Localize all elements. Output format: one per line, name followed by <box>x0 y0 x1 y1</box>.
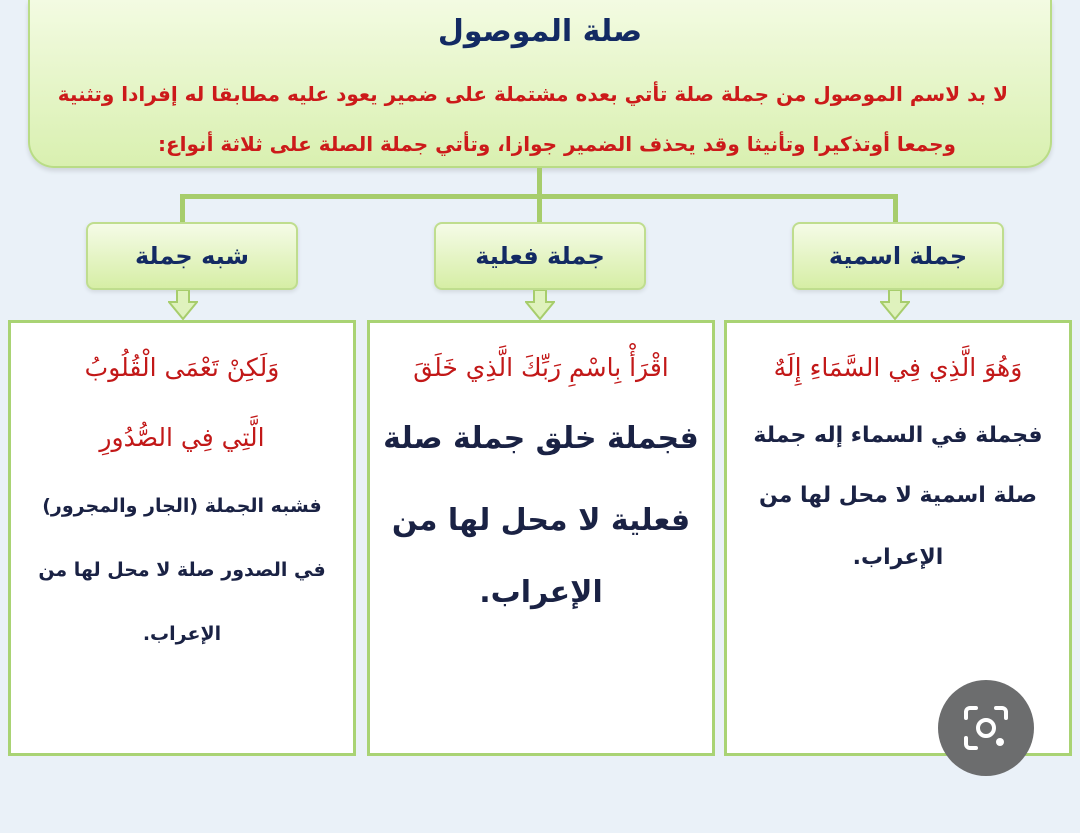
lens-search-button[interactable] <box>938 680 1034 776</box>
camera-lens-icon <box>958 700 1014 756</box>
connector-right <box>893 194 898 222</box>
explanation-line: الإعراب. <box>142 623 222 645</box>
down-arrow-icon <box>168 290 198 320</box>
connector-middle <box>537 194 542 222</box>
explanation-line: فعلية لا محل لها من <box>391 503 691 538</box>
explanation-line: الإعراب. <box>479 575 603 610</box>
connector-vertical-main <box>537 168 542 196</box>
explanation-line: صلة اسمية لا محل لها من <box>758 483 1038 508</box>
definition-line-2: وجمعا أوتذكيرا وتأنيثا وقد يحذف الضمير جوازا، وتأتي جملة الصلة على ثلاثة أنواع: <box>158 132 956 156</box>
type-label-semi-sentence: شبه جملة <box>86 222 298 290</box>
content-box-semi-sentence <box>8 320 356 756</box>
explanation-line: فجملة خلق جملة صلة <box>383 421 699 456</box>
page-title: صلة الموصول <box>437 14 643 49</box>
definition-box <box>28 0 1052 168</box>
type-label-nominal: جملة اسمية <box>792 222 1004 290</box>
quran-verse: الَّتِي فِي الصُّدُورِ <box>99 423 265 452</box>
connector-left <box>180 194 185 222</box>
explanation-line: فجملة في السماء إله جملة <box>753 423 1043 448</box>
down-arrow-icon <box>525 290 555 320</box>
explanation-line: فشبه الجملة (الجار والمجرور) <box>42 495 322 517</box>
content-box-nominal <box>724 320 1072 756</box>
quran-verse: وَهُوَ الَّذِي فِي السَّمَاءِ إِلَهٌ <box>773 353 1023 382</box>
explanation-line: في الصدور صلة لا محل لها من <box>38 559 326 581</box>
quran-verse: اقْرَأْ بِاسْمِ رَبِّكَ الَّذِي خَلَقَ <box>413 353 669 382</box>
down-arrow-icon <box>880 290 910 320</box>
explanation-line: الإعراب. <box>852 545 944 570</box>
quran-verse: وَلَكِنْ تَعْمَى الْقُلُوبُ <box>84 353 280 382</box>
content-box-verbal <box>367 320 715 756</box>
type-label-verbal: جملة فعلية <box>434 222 646 290</box>
definition-line-1: لا بد لاسم الموصول من جملة صلة تأتي بعده مشتملة على ضمير يعود عليه مطابقا له إفرادا وتثنية <box>57 82 1008 106</box>
